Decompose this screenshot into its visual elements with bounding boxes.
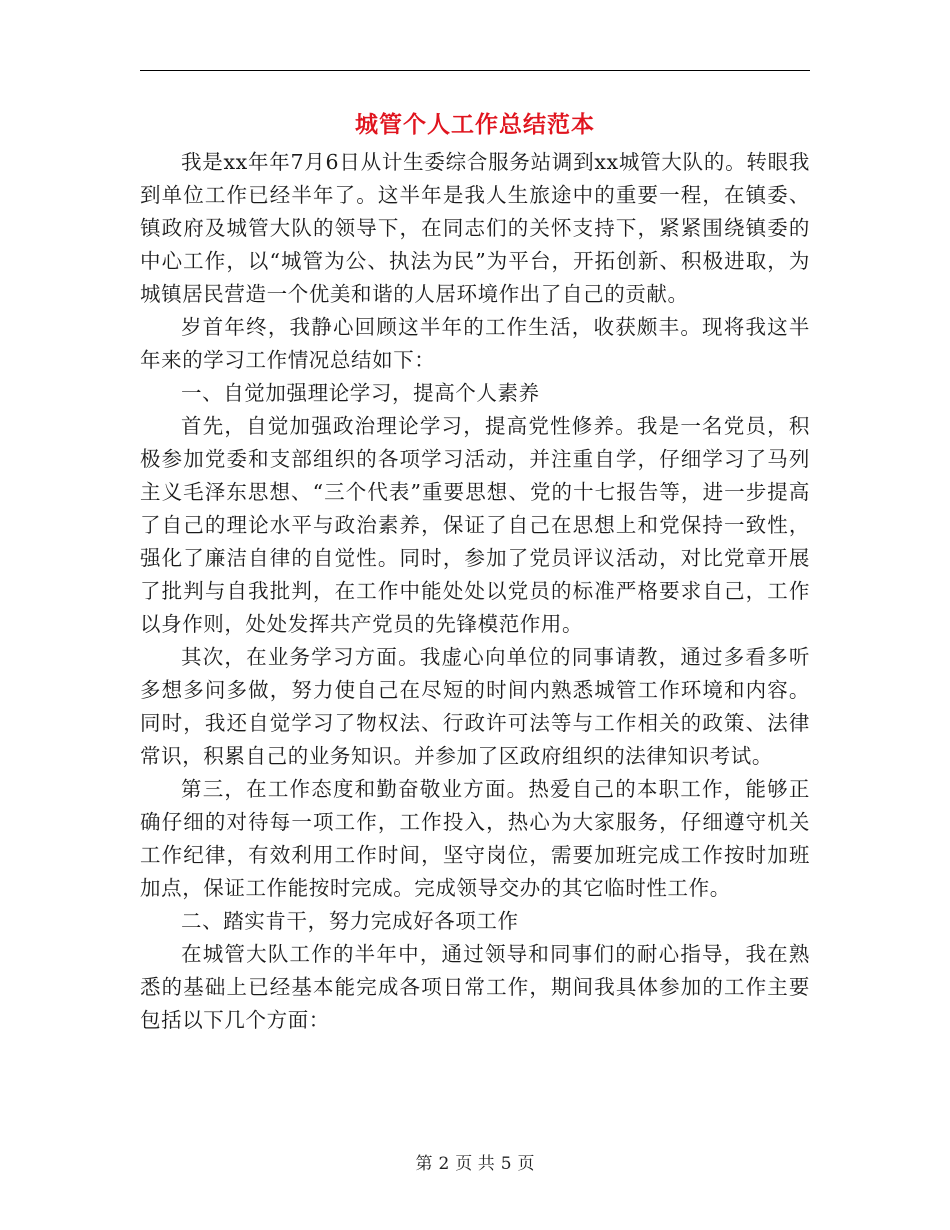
footer-total-pages: 5 (500, 1154, 512, 1174)
paragraph: 首先，自觉加强政治理论学习，提高党性修养。我是一名党员，积极参加党委和支部组织的各项学习活动，并注重自学，仔细学习了马列主义毛泽东思想、“三个代表”重要思想、党的十七报告等，进一步提高了自己的理论水平与政治素养，保证了自己在思想上和党保持一致性，强化了廉洁自律的自觉性。同时，参加了党员评议活动，对比党章开展了批判与自我批判，在工作中能处处以党员的标准严格要求自己，工作以身作则，处处发挥共产党员的先锋模范作用。 (140, 414, 810, 636)
footer-prefix: 第 (415, 1154, 433, 1174)
paragraph: 第三，在工作态度和勤奋敬业方面。热爱自己的本职工作，能够正确仔细的对待每一项工作，工作投入，热心为大家服务，仔细遵守机关工作纪律，有效利用工作时间，坚守岗位，需要加班完成工作按时加班加点，保证工作能按时完成。完成领导交办的其它临时性工作。 (140, 777, 810, 900)
footer-middle: 页 共 (455, 1154, 495, 1174)
paragraph: 岁首年终，我静心回顾这半年的工作生活，收获颇丰。现将我这半年来的学习工作情况总结如下： (140, 315, 810, 372)
page-footer (0, 1152, 950, 1176)
paragraph: 在城管大队工作的半年中，通过领导和同事们的耐心指导，我在熟悉的基础上已经基本能完成各项日常工作，期间我具体参加的工作主要包括以下几个方面： (140, 942, 810, 1032)
section-heading: 二、踏实肯干，努力完成好各项工作 (181, 909, 519, 933)
document-body (140, 146, 810, 1037)
footer-suffix: 页 (517, 1154, 535, 1174)
header-rule (140, 70, 810, 71)
paragraph: 其次，在业务学习方面。我虚心向单位的同事请教，通过多看多听多想多问多做，努力使自己在尽短的时间内熟悉城管工作环境和内容。同时，我还自觉学习了物权法、行政许可法等与工作相关的政策、法律常识，积累自己的业务知识。并参加了区政府组织的法律知识考试。 (140, 645, 810, 768)
section-heading: 一、自觉加强理论学习，提高个人素养 (181, 381, 540, 405)
footer-page-number: 2 (438, 1154, 450, 1174)
paragraph: 我是xx年年7月6日从计生委综合服务站调到xx城管大队的。转眼我到单位工作已经半年了。这半年是我人生旅途中的重要一程，在镇委、镇政府及城管大队的领导下，在同志们的关怀支持下，紧紧围绕镇委的中心工作，以“城管为公、执法为民”为平台，开拓创新、积极进取，为城镇居民营造一个优美和谐的人居环境作出了自己的贡献。 (140, 150, 810, 306)
document-title: 城管个人工作总结范本 (355, 111, 595, 138)
